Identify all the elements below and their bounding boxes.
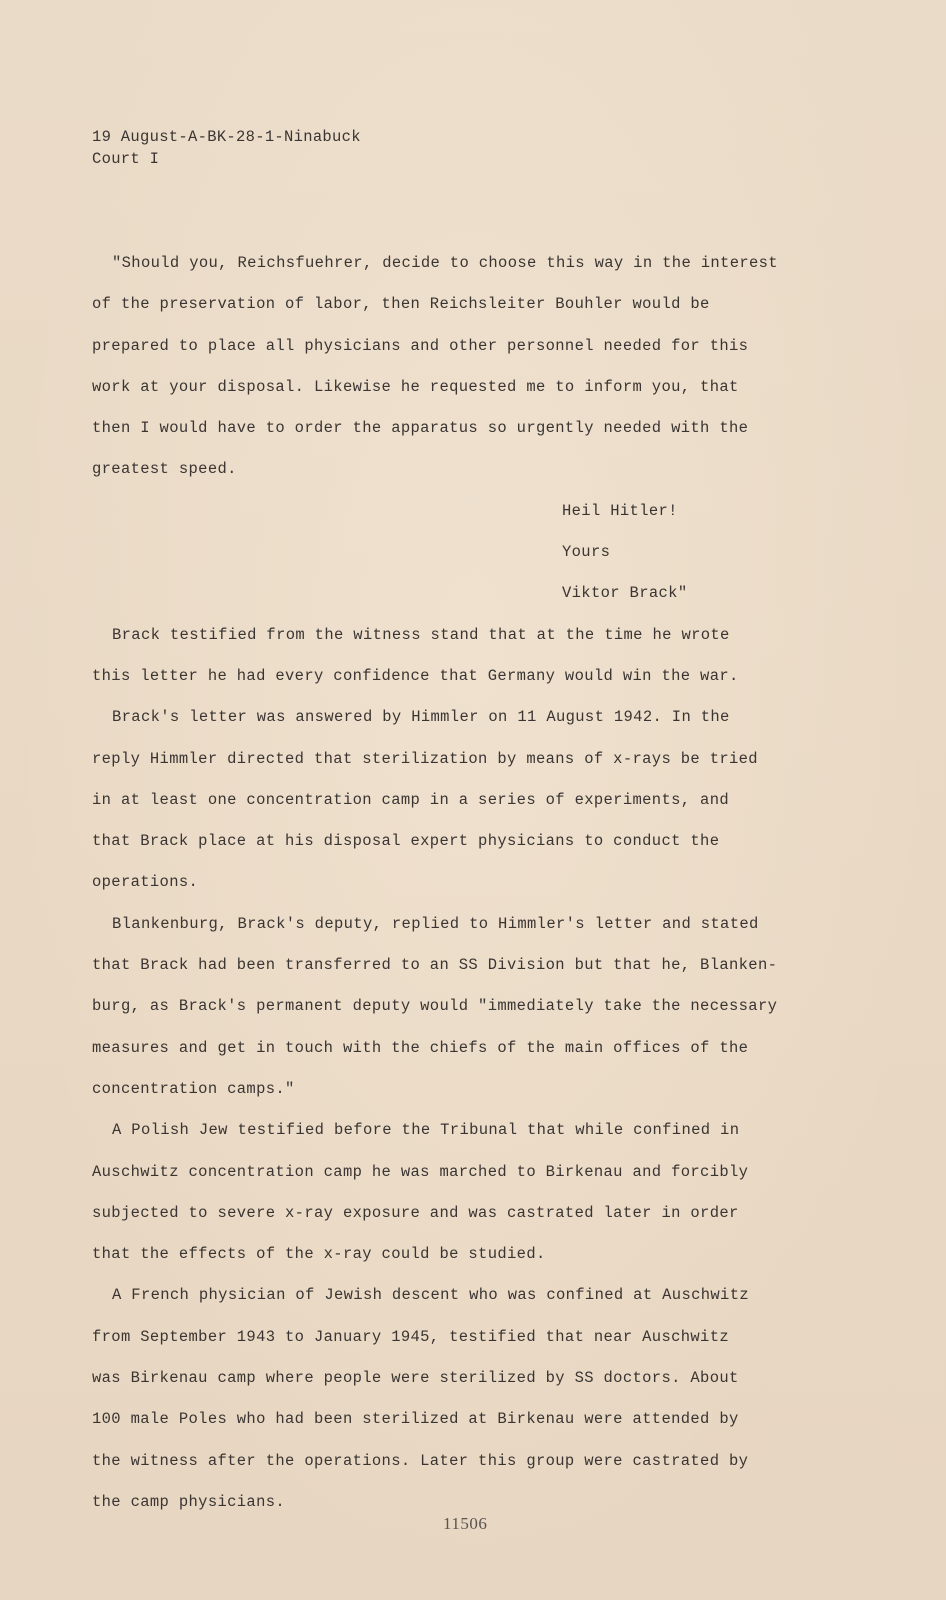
text-line: Auschwitz concentration camp he was marched to Birkenau and forcibly: [92, 1162, 749, 1181]
text-line: operations.: [92, 873, 199, 892]
text-line: 100 male Poles who had been sterilized at Birkenau were attended by: [92, 1410, 739, 1429]
text-line: Brack's letter was answered by Himmler on 11 August 1942. In the: [112, 708, 730, 727]
text-line: that the effects of the x-ray could be studied.: [92, 1245, 546, 1264]
text-line: measures and get in touch with the chiefs of the main offices of the: [92, 1038, 749, 1057]
text-line: of the preservation of labor, then Reichsleiter Bouhler would be: [92, 295, 710, 314]
page-number: 11506: [443, 1514, 488, 1533]
text-line: Blankenburg, Brack's deputy, replied to Himmler's letter and stated: [112, 914, 759, 933]
text-line: Brack testified from the witness stand that at the time he wrote: [112, 625, 730, 644]
text-line: that Brack place at his disposal expert physicians to conduct the: [92, 832, 720, 851]
document-header: [92, 126, 361, 170]
text-line: the camp physicians.: [92, 1492, 286, 1511]
header-reference: 19 August-A-BK-28-1-Ninabuck: [92, 128, 361, 146]
text-line: this letter he had every confidence that Germany would win the war.: [92, 666, 739, 685]
text-line: Heil Hitler!: [562, 501, 678, 520]
text-line: A Polish Jew testified before the Tribunal that while confined in: [112, 1121, 740, 1140]
text-line: greatest speed.: [92, 460, 237, 479]
text-line: in at least one concentration camp in a series of experiments, and: [92, 790, 729, 809]
text-line: from September 1943 to January 1945, testified that near Auschwitz: [92, 1327, 729, 1346]
header-court: Court I: [92, 150, 160, 168]
document-body: [92, 243, 822, 1523]
text-line: then I would have to order the apparatus so urgently needed with the: [92, 419, 749, 438]
text-line: reply Himmler directed that sterilization by means of x-rays be tried: [92, 749, 758, 768]
text-line: Yours: [562, 543, 611, 562]
text-line: A French physician of Jewish descent who was confined at Auschwitz: [112, 1286, 749, 1305]
text-line: work at your disposal. Likewise he requested me to inform you, that: [92, 377, 739, 396]
text-line: "Should you, Reichsfuehrer, decide to choose this way in the interest: [112, 254, 778, 272]
text-line: Viktor Brack": [562, 584, 688, 603]
text-line: subjected to severe x-ray exposure and was castrated later in order: [92, 1203, 739, 1222]
text-line: prepared to place all physicians and other personnel needed for this: [92, 336, 749, 355]
text-line: that Brack had been transferred to an SS Division but that he, Blanken-: [92, 956, 778, 975]
text-line: concentration camps.": [92, 1079, 295, 1098]
text-line: the witness after the operations. Later this group were castrated by: [92, 1451, 749, 1470]
text-line: burg, as Brack's permanent deputy would "immediately take the necessary: [92, 997, 778, 1016]
text-line: was Birkenau camp where people were sterilized by SS doctors. About: [92, 1369, 739, 1388]
